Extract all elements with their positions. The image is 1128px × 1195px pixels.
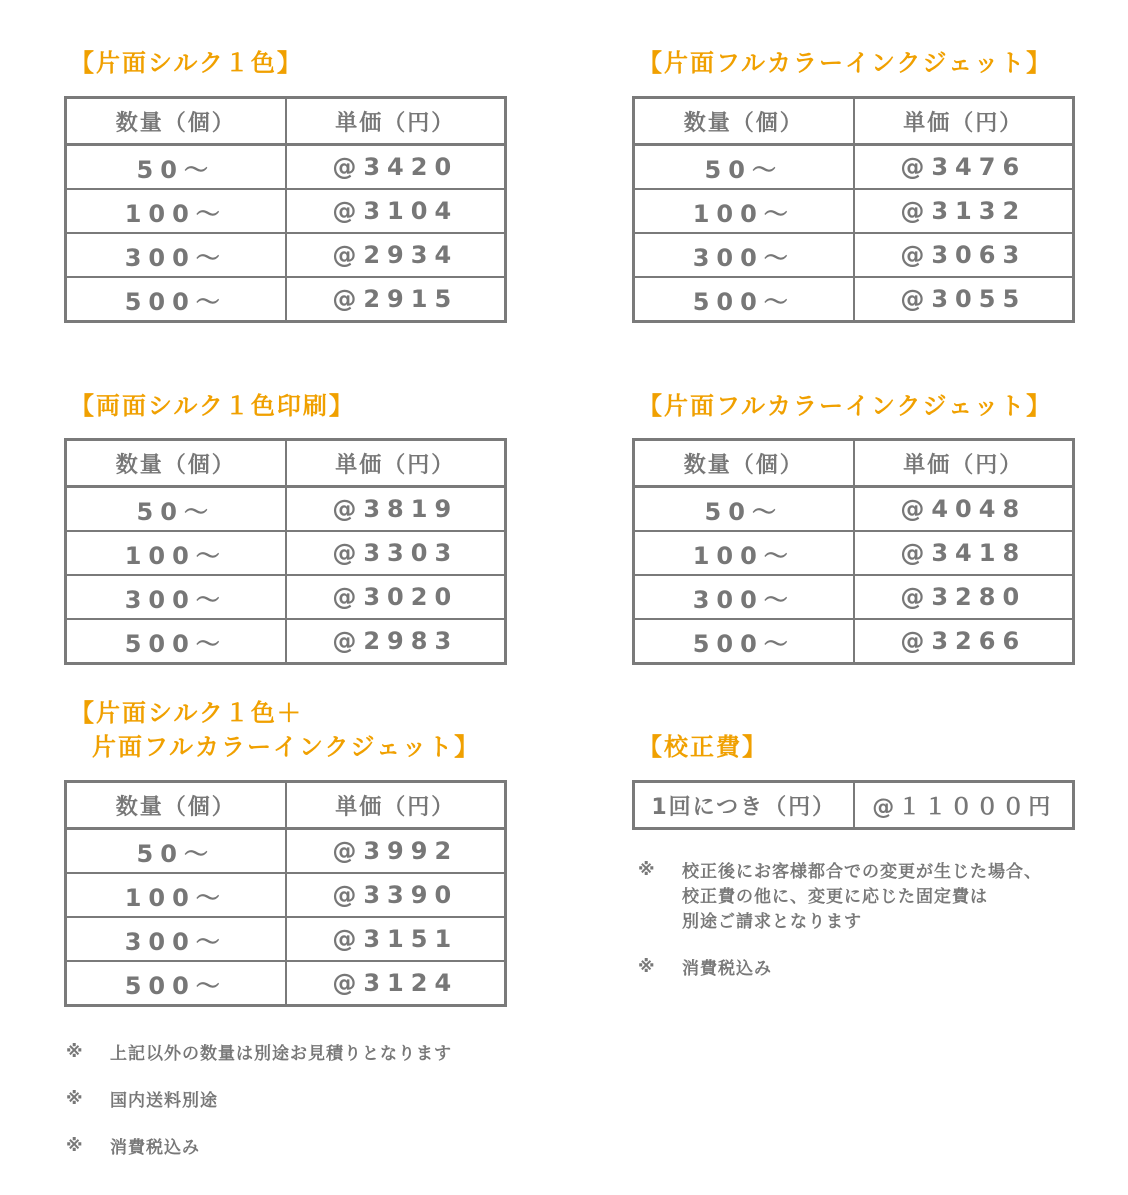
note-mark: ※: [66, 1136, 84, 1156]
table-row: [66, 829, 506, 874]
col-header-unit-price: 単価（円）: [854, 98, 1074, 145]
table-row: [634, 531, 1074, 575]
price-cell: @3420: [286, 145, 506, 190]
section-title-silk-plus-inkjet-line1: 【片面シルク１色＋: [70, 699, 303, 727]
price-cell: @3104: [286, 189, 506, 233]
quantity-cell: 300〜: [66, 917, 286, 961]
section-title-full-color-inkjet: 【片面フルカラーインクジェット】: [638, 49, 1053, 77]
quantity-cell: 100〜: [66, 873, 286, 917]
quantity-cell: 500〜: [634, 619, 854, 664]
price-cell: @3476: [854, 145, 1074, 190]
quantity-cell: 300〜: [66, 575, 286, 619]
proof-fee-value: @１１０００円: [854, 782, 1074, 829]
note-mark: ※: [66, 1042, 84, 1062]
table-row: [66, 277, 506, 322]
price-cell: @3390: [286, 873, 506, 917]
price-table-full-color-inkjet: [632, 96, 1075, 323]
table-row: [66, 145, 506, 190]
section-title-double-silk: 【両面シルク１色印刷】: [70, 392, 355, 420]
note-item: [66, 1136, 546, 1161]
quantity-cell: 50〜: [634, 145, 854, 190]
table-row: [66, 189, 506, 233]
section-title-silk-plus-inkjet-line2: 片面フルカラーインクジェット】: [92, 733, 481, 761]
note-mark: ※: [638, 957, 656, 977]
note-text: 消費税込み: [110, 1138, 200, 1158]
col-header-unit-price: 単価（円）: [854, 440, 1074, 487]
quantity-cell: 100〜: [634, 189, 854, 233]
section-title-proof-fee: 【校正費】: [638, 733, 768, 761]
quantity-cell: 50〜: [66, 829, 286, 874]
table-row: [634, 189, 1074, 233]
price-cell: @3992: [286, 829, 506, 874]
quantity-cell: 50〜: [66, 145, 286, 190]
price-cell: @3303: [286, 531, 506, 575]
quantity-cell: 500〜: [66, 619, 286, 664]
note-mark: ※: [638, 860, 656, 880]
table-row: [66, 531, 506, 575]
section-title-single-silk: 【片面シルク１色】: [70, 49, 303, 77]
quantity-cell: 100〜: [66, 531, 286, 575]
table-row: [66, 873, 506, 917]
price-cell: @3819: [286, 487, 506, 532]
quantity-cell: 300〜: [66, 233, 286, 277]
notes-left: [66, 1042, 546, 1161]
price-cell: @2983: [286, 619, 506, 664]
price-cell: @3124: [286, 961, 506, 1006]
price-table-full-color-inkjet-2: [632, 438, 1075, 665]
price-cell: @3055: [854, 277, 1074, 322]
col-header-quantity: 数量（個）: [66, 98, 286, 145]
price-table-silk-plus-inkjet: [64, 780, 507, 1007]
table-row: [634, 619, 1074, 664]
table-row: [66, 233, 506, 277]
table-row: [66, 575, 506, 619]
table-row: [66, 961, 506, 1006]
proof-fee-label: 1回につき（円）: [634, 782, 854, 829]
table-row: [634, 487, 1074, 532]
table-row: [66, 487, 506, 532]
note-text: 消費税込み: [682, 959, 772, 979]
section-title-full-color-inkjet-2: 【片面フルカラーインクジェット】: [638, 392, 1053, 420]
quantity-cell: 100〜: [66, 189, 286, 233]
note-text: 校正後にお客様都合での変更が生じた場合、 校正費の他に、変更に応じた固定費は 別途ご請求となります: [682, 862, 1042, 932]
price-table-single-silk: [64, 96, 507, 323]
quantity-cell: 500〜: [66, 961, 286, 1006]
col-header-unit-price: 単価（円）: [286, 98, 506, 145]
note-item: [638, 957, 1108, 982]
table-row: [634, 277, 1074, 322]
price-cell: @3151: [286, 917, 506, 961]
note-item: [66, 1042, 546, 1067]
price-cell: @2915: [286, 277, 506, 322]
table-row: [634, 145, 1074, 190]
note-text: 上記以外の数量は別途お見積りとなります: [110, 1044, 452, 1064]
price-cell: @3020: [286, 575, 506, 619]
price-cell: @3063: [854, 233, 1074, 277]
note-item: [638, 860, 1108, 935]
quantity-cell: 100〜: [634, 531, 854, 575]
quantity-cell: 500〜: [634, 277, 854, 322]
table-row: [66, 917, 506, 961]
price-cell: @3418: [854, 531, 1074, 575]
price-cell: @3132: [854, 189, 1074, 233]
col-header-unit-price: 単価（円）: [286, 782, 506, 829]
col-header-quantity: 数量（個）: [634, 98, 854, 145]
col-header-quantity: 数量（個）: [66, 782, 286, 829]
quantity-cell: 500〜: [66, 277, 286, 322]
note-mark: ※: [66, 1089, 84, 1109]
table-row: [634, 233, 1074, 277]
quantity-cell: 50〜: [634, 487, 854, 532]
col-header-unit-price: 単価（円）: [286, 440, 506, 487]
price-table-double-silk: [64, 438, 507, 665]
proof-fee-table: [632, 780, 1075, 830]
quantity-cell: 300〜: [634, 233, 854, 277]
note-text: 国内送料別途: [110, 1091, 218, 1111]
quantity-cell: 300〜: [634, 575, 854, 619]
price-cell: @2934: [286, 233, 506, 277]
table-row: [66, 619, 506, 664]
note-item: [66, 1089, 546, 1114]
table-row: [634, 575, 1074, 619]
price-cell: @3280: [854, 575, 1074, 619]
price-cell: @4048: [854, 487, 1074, 532]
notes-right: [638, 860, 1108, 982]
col-header-quantity: 数量（個）: [66, 440, 286, 487]
price-cell: @3266: [854, 619, 1074, 664]
table-row: [634, 782, 1074, 829]
col-header-quantity: 数量（個）: [634, 440, 854, 487]
quantity-cell: 50〜: [66, 487, 286, 532]
